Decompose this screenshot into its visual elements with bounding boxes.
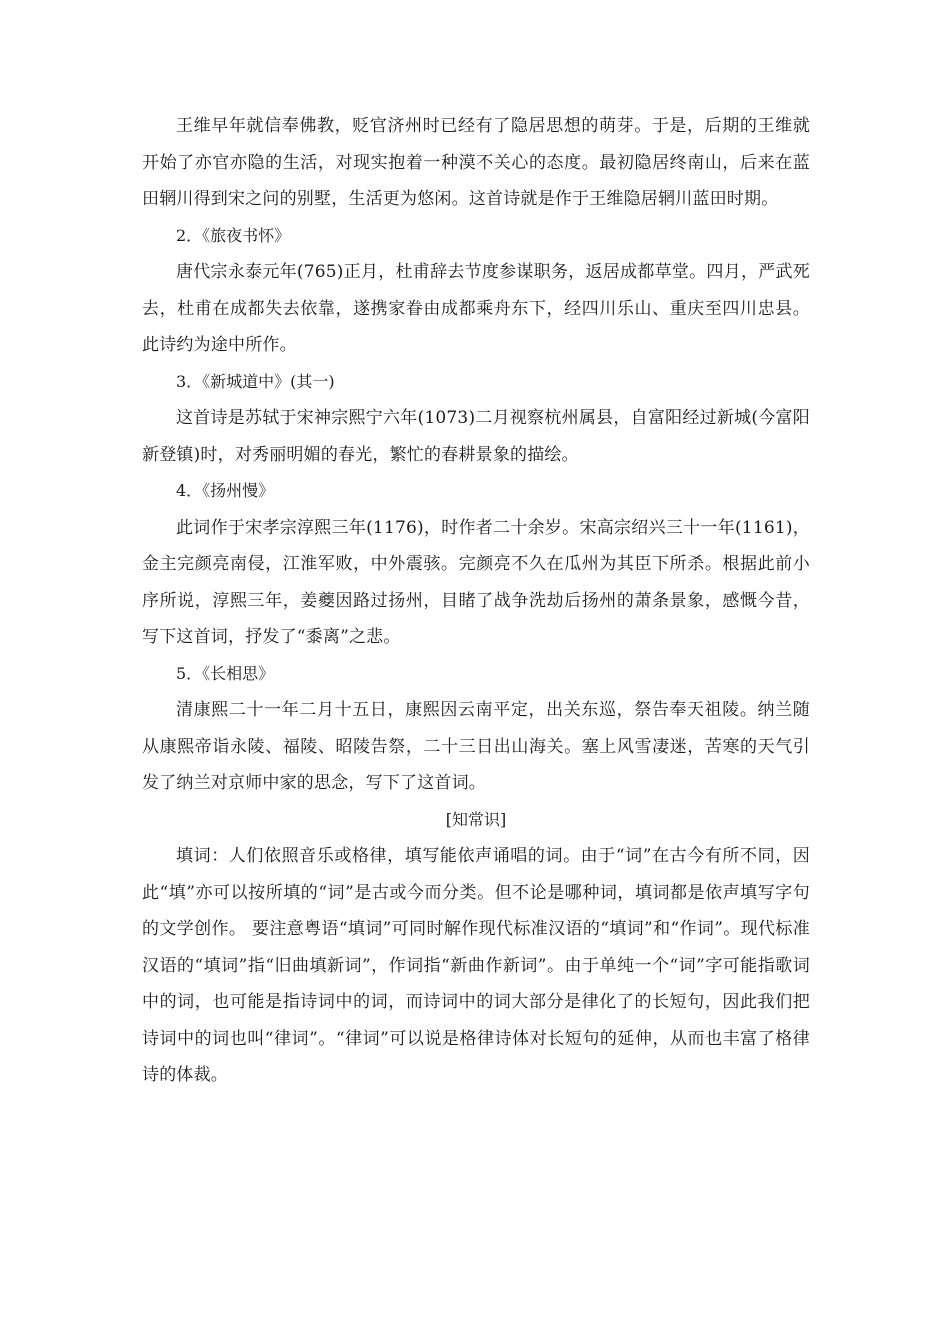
- section-text-changxiangsi: 清康熙二十一年二月十五日，康熙因云南平定，出关东巡，祭告奉天祖陵。纳兰随从康熙帝诣永陵、福陵、昭陵告祭，二十三日出山海关。塞上风雪凄迷，苦寒的天气引发了纳兰对京师中家的思念，写下了这首词。: [142, 700, 810, 793]
- intro-paragraph: 王维早年就信奉佛教，贬官济州时已经有了隐居思想的萌芽。于是，后期的王维就开始了亦官亦隐的生活，对现实抱着一种漠不关心的态度。最初隐居终南山，后来在蓝田辋川得到宋之问的别墅，生活更为悠闲。这首诗就是作于王维隐居辋川蓝田时期。: [142, 116, 810, 209]
- document-page: [142, 108, 810, 1094]
- section-text-xincheng: 这首诗是苏轼于宋神宗熙宁六年(1073)二月视察杭州属县，自富阳经过新城(今富阳新登镇)时，对秀丽明媚的春光，繁忙的春耕景象的描绘。: [142, 408, 810, 465]
- section-heading-yangzhou: 4．《扬州慢》: [176, 481, 275, 500]
- knowledge-title: [知常识]: [445, 809, 507, 829]
- knowledge-paragraph: 填词：人们依照音乐或格律，填写能依声诵唱的词。由于“词”在古今有所不同，因此“填”亦可以按所填的“词”是古或今而分类。但不论是哪种词，填词都是依声填写字句的文学创作。 要注意粤语“填词”可同时解作现代标准汉语的“填词”和“作词”。现代标准汉语的“填词”指“旧曲填新词”，作词指“新曲作新词”。由于单纯一个“词”字可能指歌词中的词，也可能是指诗词中的词，而诗词中的词大部分是律化了的长短句，因此我们把诗词中的词也叫“律词”。“律词”可以说是格律诗体对长短句的延伸，从而也丰富了格律诗的体裁。: [142, 846, 810, 1085]
- section-text-lvye: 唐代宗永泰元年(765)正月，杜甫辞去节度参谋职务，返居成都草堂。四月，严武死去，杜甫在成都失去依靠，遂携家眷由成都乘舟东下，经四川乐山、重庆至四川忠县。此诗约为途中所作。: [142, 262, 810, 355]
- section-heading-xincheng: 3．《新城道中》(其一): [176, 371, 335, 391]
- section-text-yangzhou: 此词作于宋孝宗淳熙三年(1176)，时作者二十余岁。宋高宗绍兴三十一年(1161)，金主完颜亮南侵，江淮军败，中外震骇。完颜亮不久在瓜州为其臣下所杀。根据此前小序所说，淳熙三年，姜夔因路过扬州，目睹了战争洗劫后扬州的萧条景象，感慨今昔，写下这首词，抒发了“黍离”之悲。: [142, 517, 810, 647]
- section-heading-changxiangsi: 5．《长相思》: [176, 663, 275, 683]
- section-heading-lvye: 2．《旅夜书怀》: [176, 225, 291, 245]
